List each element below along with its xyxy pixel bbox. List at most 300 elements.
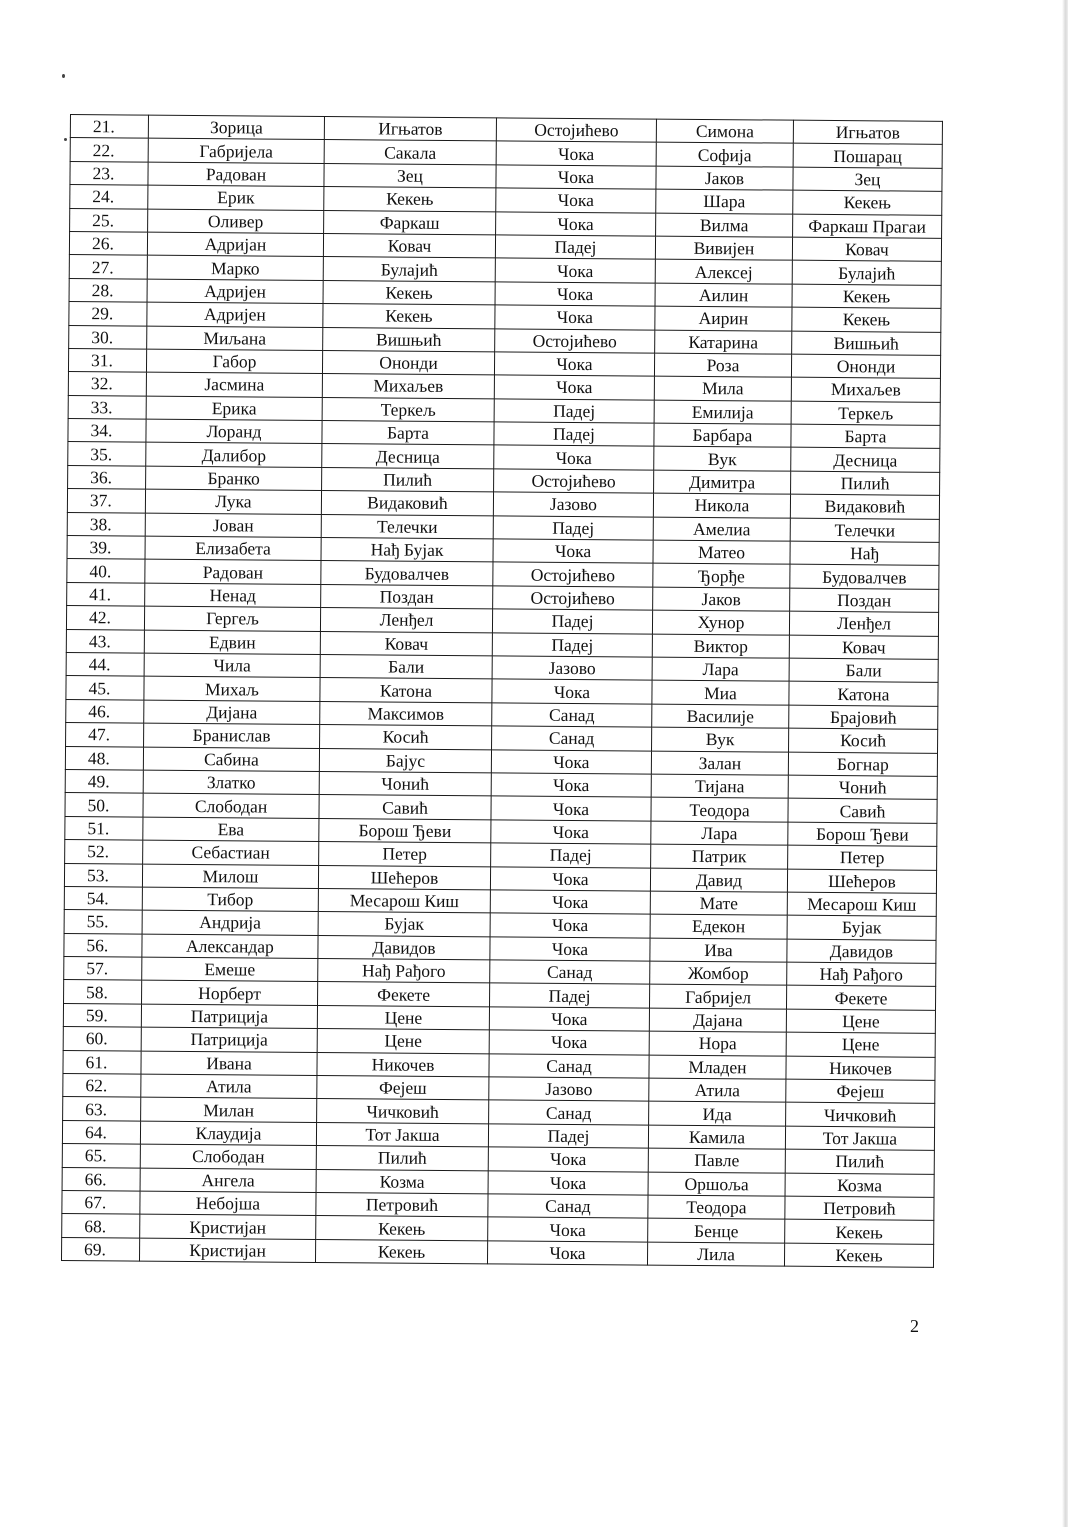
row-number-cell: 35. (68, 442, 146, 466)
child-surname-cell: Кекењ (792, 307, 941, 332)
surname-cell: Телечки (321, 514, 493, 539)
child-surname-cell: Савић (788, 798, 937, 823)
surname-cell: Петровић (316, 1192, 488, 1217)
child-surname-cell: Фекете (786, 986, 935, 1011)
row-number-cell: 69. (61, 1237, 139, 1261)
surname-cell: Борош Ђеви (319, 818, 491, 843)
first-name-cell: Емеше (142, 957, 318, 982)
surname-cell: Теркељ (322, 397, 494, 422)
surname-cell: Десница (322, 444, 494, 469)
first-name-cell: Зорица (148, 115, 324, 140)
place-cell: Чока (488, 1147, 648, 1172)
row-number-cell: 67. (62, 1190, 140, 1214)
first-name-cell: Златко (143, 770, 319, 795)
child-surname-cell: Пилић (791, 471, 940, 496)
row-number-cell: 22. (70, 138, 148, 162)
child-surname-cell: Игњатов (793, 120, 942, 145)
child-name-cell: Мате (650, 891, 787, 915)
place-cell: Чока (490, 913, 650, 938)
child-surname-cell: Кекењ (792, 284, 941, 309)
place-cell: Санад (490, 960, 650, 985)
child-name-cell: Катарина (655, 330, 792, 354)
place-cell: Остојићево (495, 328, 655, 353)
place-cell: Остојићево (493, 562, 653, 587)
place-cell: Чока (488, 1217, 648, 1242)
child-name-cell: Камила (648, 1125, 785, 1149)
child-name-cell: Теодора (648, 1195, 785, 1219)
surname-cell: Бајус (319, 748, 491, 773)
child-surname-cell: Тот Јакша (785, 1126, 934, 1151)
row-number-cell: 53. (64, 863, 142, 887)
surname-cell: Тот Јакша (316, 1122, 488, 1147)
row-number-cell: 34. (68, 419, 146, 443)
row-number-cell: 42. (66, 606, 144, 630)
child-name-cell: Роза (654, 353, 791, 377)
surname-cell: Ковач (323, 233, 495, 258)
row-number-cell: 55. (64, 910, 142, 934)
child-name-cell: Теодора (651, 797, 788, 821)
row-number-cell: 28. (69, 278, 147, 302)
place-cell: Санад (489, 1100, 649, 1125)
child-name-cell: Дајана (649, 1008, 786, 1032)
first-name-cell: Ерика (146, 396, 322, 421)
first-name-cell: Радован (148, 162, 324, 187)
place-cell: Чока (492, 679, 652, 704)
scan-speck (62, 74, 65, 78)
row-number-cell: 45. (66, 676, 144, 700)
place-cell: Чока (494, 375, 654, 400)
child-surname-cell: Телечки (790, 518, 939, 543)
place-cell: Чока (491, 749, 651, 774)
row-number-cell: 48. (65, 746, 143, 770)
surname-cell: Козма (316, 1169, 488, 1194)
child-surname-cell: Катона (789, 682, 938, 707)
child-name-cell: Шара (656, 189, 793, 213)
row-number-cell: 44. (66, 652, 144, 676)
first-name-cell: Лоранд (146, 419, 322, 444)
row-number-cell: 39. (67, 536, 145, 560)
first-name-cell: Атила (141, 1074, 317, 1099)
surname-cell: Игњатов (324, 116, 496, 141)
child-name-cell: Бенце (648, 1218, 785, 1242)
child-surname-cell: Поздан (790, 588, 939, 613)
row-number-cell: 25. (70, 208, 148, 232)
row-number-cell: 62. (63, 1073, 141, 1097)
first-name-cell: Ангела (140, 1168, 316, 1193)
row-number-cell: 40. (67, 559, 145, 583)
row-number-cell: 43. (66, 629, 144, 653)
child-surname-cell: Барта (791, 424, 940, 449)
child-name-cell: Симона (656, 119, 793, 143)
row-number-cell: 47. (66, 723, 144, 747)
row-number-cell: 54. (64, 886, 142, 910)
row-number-cell: 30. (69, 325, 147, 349)
row-number-cell: 60. (63, 1027, 141, 1051)
child-name-cell: Димитра (654, 470, 791, 494)
child-surname-cell: Будовалчев (790, 565, 939, 590)
place-cell: Чока (495, 258, 655, 283)
surname-cell: Пилић (322, 467, 494, 492)
child-surname-cell: Бујак (787, 915, 936, 940)
surname-cell: Петер (319, 842, 491, 867)
child-name-cell: Ђорђе (653, 564, 790, 588)
child-surname-cell: Чонић (788, 775, 937, 800)
surname-cell: Нађ Рађого (318, 959, 490, 984)
surname-cell: Кекењ (324, 187, 496, 212)
first-name-cell: Бранко (146, 466, 322, 491)
surname-cell: Катона (320, 678, 492, 703)
page-number: 2 (910, 1316, 919, 1336)
child-surname-cell: Ковач (792, 237, 941, 262)
child-surname-cell: Никочев (786, 1056, 935, 1081)
row-number-cell: 27. (69, 255, 147, 279)
first-name-cell: Патриција (141, 1004, 317, 1029)
child-name-cell: Вук (654, 447, 791, 471)
child-surname-cell: Ленђел (789, 611, 938, 636)
child-surname-cell: Ононди (791, 354, 940, 379)
child-name-cell: Ива (650, 938, 787, 962)
row-number-cell: 33. (68, 395, 146, 419)
first-name-cell: Ивана (141, 1051, 317, 1076)
surname-cell: Барта (322, 421, 494, 446)
surname-cell: Никочев (317, 1052, 489, 1077)
child-surname-cell: Видаковић (790, 494, 939, 519)
child-surname-cell: Десница (791, 448, 940, 473)
place-cell: Чока (494, 352, 654, 377)
child-name-cell: Ида (649, 1101, 786, 1125)
first-name-cell: Клаудија (140, 1121, 316, 1146)
child-name-cell: Барбара (654, 423, 791, 447)
first-name-cell: Далибор (146, 443, 322, 468)
place-cell: Чока (494, 445, 654, 470)
surname-cell: Савић (319, 795, 491, 820)
child-surname-cell: Шећеров (787, 869, 936, 894)
place-cell: Санад (492, 726, 652, 751)
child-surname-cell: Козма (785, 1173, 934, 1198)
row-number-cell: 37. (67, 489, 145, 513)
first-name-cell: Габор (146, 349, 322, 374)
surname-cell: Фаркаш (324, 210, 496, 235)
first-name-cell: Бранислав (144, 723, 320, 748)
child-name-cell: Миа (652, 680, 789, 704)
child-surname-cell: Цене (786, 1032, 935, 1057)
row-number-cell: 24. (70, 185, 148, 209)
child-surname-cell: Пилић (785, 1149, 934, 1174)
child-surname-cell: Булајић (792, 261, 941, 286)
surname-cell: Вишњић (323, 327, 495, 352)
child-name-cell: Јаков (656, 166, 793, 190)
row-number-cell: 50. (65, 793, 143, 817)
place-cell: Падеј (492, 632, 652, 657)
surname-cell: Давидов (318, 935, 490, 960)
child-name-cell: Вивијен (655, 236, 792, 260)
child-name-cell: Вилма (656, 213, 793, 237)
first-name-cell: Радован (145, 560, 321, 585)
place-cell: Чока (496, 188, 656, 213)
first-name-cell: Небојша (140, 1191, 316, 1216)
child-surname-cell: Месарош Киш (787, 892, 936, 917)
place-cell: Падеј (493, 515, 653, 540)
first-name-cell: Марко (147, 255, 323, 280)
first-name-cell: Слободан (143, 793, 319, 818)
surname-cell: Бујак (318, 912, 490, 937)
child-surname-cell: Брајовић (789, 705, 938, 730)
place-cell: Чока (493, 539, 653, 564)
row-number-cell: 46. (66, 699, 144, 723)
place-cell: Остојићево (494, 469, 654, 494)
child-name-cell: Хунор (652, 610, 789, 634)
first-name-cell: Слободан (140, 1144, 316, 1169)
child-name-cell: Залан (651, 751, 788, 775)
surname-cell: Ковач (320, 631, 492, 656)
row-number-cell: 32. (68, 372, 146, 396)
surname-cell: Чичковић (317, 1099, 489, 1124)
roster-table-body (61, 115, 942, 1268)
row-number-cell: 36. (68, 465, 146, 489)
place-cell: Санад (488, 1194, 648, 1219)
place-cell: Јазово (489, 1077, 649, 1102)
child-name-cell: Давид (650, 868, 787, 892)
first-name-cell: Дијана (144, 700, 320, 725)
child-surname-cell: Кекењ (785, 1220, 934, 1245)
child-surname-cell: Косић (789, 728, 938, 753)
child-name-cell: Алексеј (655, 259, 792, 283)
child-surname-cell: Вишњић (792, 331, 941, 356)
child-name-cell: Атила (649, 1078, 786, 1102)
surname-cell: Чонић (319, 771, 491, 796)
surname-cell: Кекењ (316, 1216, 488, 1241)
place-cell: Чока (488, 1170, 648, 1195)
child-name-cell: Амелиа (653, 517, 790, 541)
place-cell: Падеј (490, 983, 650, 1008)
place-cell: Падеј (492, 609, 652, 634)
row-number-cell: 59. (63, 1003, 141, 1027)
row-number-cell: 38. (67, 512, 145, 536)
place-cell: Падеј (494, 422, 654, 447)
first-name-cell: Миљана (147, 326, 323, 351)
first-name-cell: Оливер (148, 209, 324, 234)
child-surname-cell: Кекењ (793, 190, 942, 215)
first-name-cell: Милош (142, 864, 318, 889)
child-name-cell: Тијана (651, 774, 788, 798)
first-name-cell: Ева (143, 817, 319, 842)
first-name-cell: Елизабета (145, 536, 321, 561)
surname-cell: Поздан (321, 584, 493, 609)
row-number-cell: 58. (64, 980, 142, 1004)
first-name-cell: Михаљ (144, 676, 320, 701)
row-number-cell: 61. (63, 1050, 141, 1074)
surname-cell: Ленђел (320, 608, 492, 633)
surname-cell: Михаљев (322, 374, 494, 399)
first-name-cell: Сабина (143, 747, 319, 772)
child-name-cell: Аирин (655, 306, 792, 330)
row-number-cell: 52. (65, 840, 143, 864)
child-surname-cell: Давидов (787, 939, 936, 964)
row-number-cell: 49. (65, 769, 143, 793)
surname-cell: Фекете (318, 982, 490, 1007)
row-number-cell: 26. (69, 231, 147, 255)
place-cell: Јазово (492, 656, 652, 681)
first-name-cell: Лука (145, 489, 321, 514)
child-name-cell: Лила (647, 1242, 784, 1266)
surname-cell: Ононди (322, 350, 494, 375)
surname-cell: Пилић (316, 1146, 488, 1171)
child-name-cell: Павле (648, 1148, 785, 1172)
place-cell: Чока (490, 936, 650, 961)
child-name-cell: Лара (652, 657, 789, 681)
first-name-cell: Ерик (148, 185, 324, 210)
row-number-cell: 56. (64, 933, 142, 957)
child-surname-cell: Петер (788, 845, 937, 870)
surname-cell: Сакала (324, 140, 496, 165)
surname-cell: Шећеров (318, 865, 490, 890)
first-name-cell: Норберт (142, 981, 318, 1006)
child-name-cell: Никола (653, 493, 790, 517)
child-name-cell: Нора (649, 1031, 786, 1055)
child-surname-cell: Чичковић (786, 1103, 935, 1128)
child-surname-cell: Петровић (785, 1196, 934, 1221)
surname-cell: Максимов (320, 701, 492, 726)
child-name-cell: Аилин (655, 283, 792, 307)
scan-edge-shadow (1062, 0, 1068, 1527)
row-number-cell: 21. (70, 115, 148, 139)
child-surname-cell: Борош Ђеви (788, 822, 937, 847)
child-name-cell: Жомбор (650, 961, 787, 985)
place-cell: Чока (491, 820, 651, 845)
first-name-cell: Кристијан (139, 1238, 315, 1263)
child-name-cell: Софија (656, 142, 793, 166)
first-name-cell: Јован (145, 513, 321, 538)
child-name-cell: Младен (649, 1055, 786, 1079)
child-name-cell: Емилија (654, 400, 791, 424)
place-cell: Падеј (494, 399, 654, 424)
first-name-cell: Патриција (141, 1027, 317, 1052)
child-name-cell: Матео (653, 540, 790, 564)
first-name-cell: Ненад (145, 583, 321, 608)
row-number-cell: 66. (62, 1167, 140, 1191)
surname-cell: Фејеш (317, 1075, 489, 1100)
child-surname-cell: Богнар (788, 752, 937, 777)
place-cell: Јазово (493, 492, 653, 517)
row-number-cell: 31. (68, 348, 146, 372)
place-cell: Остојићево (496, 118, 656, 143)
first-name-cell: Тибор (142, 887, 318, 912)
first-name-cell: Чила (144, 653, 320, 678)
surname-cell: Месарош Киш (318, 888, 490, 913)
place-cell: Санад (492, 703, 652, 728)
surname-cell: Зец (324, 163, 496, 188)
child-surname-cell: Михаљев (791, 377, 940, 402)
row-number-cell: 63. (63, 1097, 141, 1121)
child-surname-cell: Теркељ (791, 401, 940, 426)
surname-cell: Кекењ (315, 1239, 487, 1264)
place-cell: Падеј (495, 235, 655, 260)
place-cell: Чока (491, 796, 651, 821)
place-cell: Чока (496, 211, 656, 236)
child-name-cell: Виктор (652, 634, 789, 658)
child-name-cell: Василије (652, 704, 789, 728)
place-cell: Чока (495, 305, 655, 330)
child-surname-cell: Цене (786, 1009, 935, 1034)
place-cell: Чока (490, 890, 650, 915)
child-name-cell: Патрик (651, 844, 788, 868)
place-cell: Чока (496, 141, 656, 166)
child-surname-cell: Зец (793, 167, 942, 192)
child-surname-cell: Фејеш (786, 1079, 935, 1104)
child-name-cell: Габријел (649, 985, 786, 1009)
surname-cell: Бали (320, 654, 492, 679)
surname-cell: Нађ Бујак (321, 538, 493, 563)
row-number-cell: 23. (70, 161, 148, 185)
first-name-cell: Александар (142, 934, 318, 959)
surname-cell: Косић (320, 725, 492, 750)
child-surname-cell: Нађ Рађого (787, 962, 936, 987)
first-name-cell: Милан (141, 1097, 317, 1122)
child-name-cell: Оршоља (648, 1172, 785, 1196)
scan-speck (64, 138, 67, 141)
surname-cell: Кекењ (323, 304, 495, 329)
child-name-cell: Едекон (650, 914, 787, 938)
row-number-cell: 51. (65, 816, 143, 840)
row-number-cell: 65. (62, 1144, 140, 1168)
place-cell: Остојићево (493, 586, 653, 611)
child-surname-cell: Фаркаш Прагаи (793, 214, 942, 239)
roster-table (61, 114, 943, 1268)
child-name-cell: Лара (651, 821, 788, 845)
row-number-cell: 64. (62, 1120, 140, 1144)
place-cell: Падеј (491, 843, 651, 868)
first-name-cell: Адријан (147, 232, 323, 257)
child-surname-cell: Бали (789, 658, 938, 683)
child-surname-cell: Ковач (789, 635, 938, 660)
first-name-cell: Едвин (144, 630, 320, 655)
place-cell: Чока (487, 1241, 647, 1266)
place-cell: Чока (489, 1007, 649, 1032)
surname-cell: Цене (317, 1005, 489, 1030)
row-number-cell: 29. (69, 302, 147, 326)
place-cell: Чока (496, 165, 656, 190)
child-surname-cell: Пошарац (793, 144, 942, 169)
child-name-cell: Јаков (653, 587, 790, 611)
place-cell: Чока (489, 1030, 649, 1055)
surname-cell: Булајић (323, 257, 495, 282)
first-name-cell: Кристијан (140, 1214, 316, 1239)
place-cell: Чока (490, 866, 650, 891)
first-name-cell: Себастиан (143, 840, 319, 865)
first-name-cell: Адријен (147, 302, 323, 327)
first-name-cell: Јасмина (146, 372, 322, 397)
surname-cell: Видаковић (321, 491, 493, 516)
child-surname-cell: Нађ (790, 541, 939, 566)
place-cell: Падеј (488, 1124, 648, 1149)
place-cell: Чока (495, 282, 655, 307)
first-name-cell: Андрија (142, 910, 318, 935)
row-number-cell: 57. (64, 957, 142, 981)
place-cell: Чока (491, 773, 651, 798)
child-name-cell: Мила (654, 376, 791, 400)
surname-cell: Будовалчев (321, 561, 493, 586)
first-name-cell: Адријен (147, 279, 323, 304)
child-name-cell: Вук (652, 727, 789, 751)
child-surname-cell: Кекењ (784, 1243, 933, 1268)
row-number-cell: 41. (67, 582, 145, 606)
first-name-cell: Габријела (148, 139, 324, 164)
first-name-cell: Гергељ (144, 606, 320, 631)
surname-cell: Кекењ (323, 280, 495, 305)
surname-cell: Цене (317, 1029, 489, 1054)
row-number-cell: 68. (62, 1214, 140, 1238)
place-cell: Санад (489, 1053, 649, 1078)
